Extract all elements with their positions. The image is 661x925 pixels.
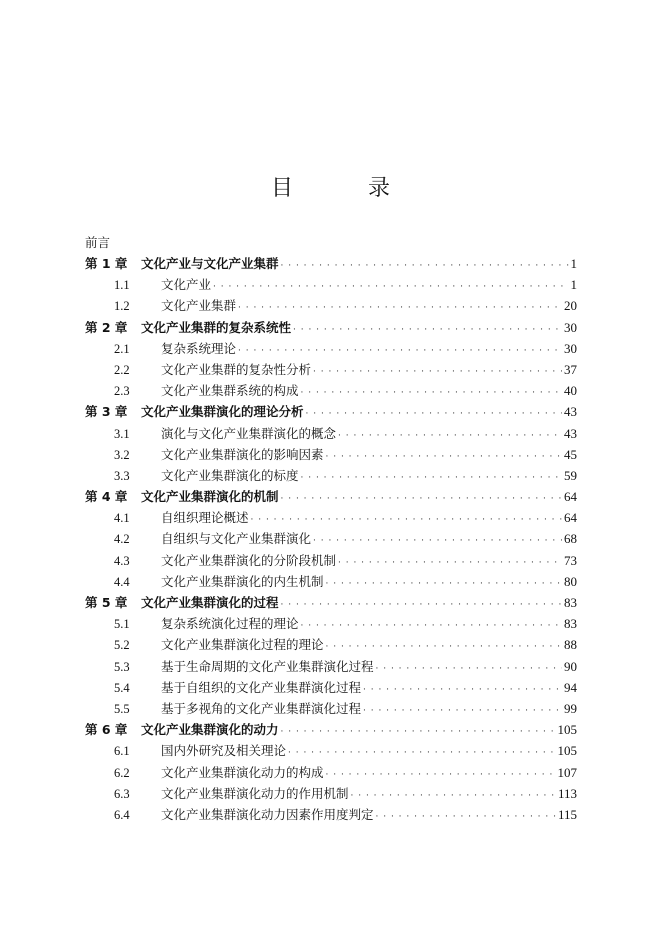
toc-page-number: 83 — [564, 616, 577, 632]
toc-entry-title: 文化产业集群演化的过程 — [141, 595, 279, 610]
toc-dot-leader — [281, 489, 562, 510]
toc-page-number: 30 — [564, 340, 577, 356]
toc-dot-leader — [363, 701, 562, 722]
toc-page-number: 115 — [557, 806, 577, 822]
toc-entry-number: 第 2 章 — [85, 319, 128, 335]
toc-section-row[interactable] — [85, 528, 577, 549]
toc-entry-title: 文化产业集群演化的分阶段机制 — [161, 552, 337, 568]
toc-page-number: 94 — [564, 679, 577, 695]
toc-dot-leader — [313, 362, 562, 383]
toc-dot-leader — [306, 404, 562, 425]
table-of-contents — [85, 232, 577, 825]
toc-entry-number: 2.3 — [114, 384, 130, 399]
toc-entry-title: 文化产业集群的复杂性分析 — [161, 361, 312, 377]
toc-entry-title: 文化产业集群演化的影响因素 — [161, 446, 324, 462]
toc-entry-number: 4.4 — [114, 574, 130, 589]
toc-page-number: 88 — [564, 637, 577, 653]
toc-entry-title: 文化产业集群演化动力因素作用度判定 — [161, 806, 374, 822]
toc-page-number: 43 — [564, 425, 577, 441]
toc-section-row[interactable] — [85, 274, 577, 295]
toc-section-row[interactable] — [85, 677, 577, 698]
toc-dot-leader — [301, 616, 562, 637]
toc-entry-title: 文化产业集群演化的动力 — [141, 722, 279, 738]
toc-page-number: 80 — [564, 573, 577, 589]
toc-page-number: 68 — [564, 531, 577, 547]
toc-entry-title: 文化产业集群系统的构成 — [161, 383, 299, 399]
toc-dot-leader — [313, 531, 562, 552]
toc-dot-leader — [363, 680, 562, 701]
toc-entry-number: 1.1 — [114, 278, 130, 293]
toc-dot-leader — [338, 553, 562, 574]
toc-page-number: 113 — [557, 785, 577, 801]
toc-entry-title: 复杂系统演化过程的理论 — [161, 616, 299, 632]
page-title: 目 录 — [271, 175, 424, 201]
toc-section-row[interactable] — [85, 507, 577, 528]
toc-entry-title: 演化与文化产业集群演化的概念 — [161, 425, 337, 441]
toc-dot-leader — [301, 383, 562, 404]
toc-section-row[interactable] — [85, 634, 577, 655]
toc-section-row[interactable] — [85, 295, 577, 316]
toc-entry-number: 5.2 — [114, 638, 130, 653]
toc-entry-title: 文化产业集群演化的标度 — [161, 467, 299, 483]
toc-page-number: 83 — [564, 595, 577, 610]
toc-dot-leader — [351, 786, 556, 807]
toc-entry-number: 第 6 章 — [85, 722, 128, 738]
toc-chapter-row[interactable] — [85, 253, 577, 274]
toc-dot-leader — [293, 320, 562, 341]
toc-section-row[interactable] — [85, 613, 577, 634]
toc-page-number: 40 — [564, 383, 577, 399]
toc-dot-leader — [288, 743, 555, 764]
toc-page-number: 43 — [564, 404, 577, 420]
toc-section-row[interactable] — [85, 359, 577, 380]
toc-chapter-row[interactable] — [85, 401, 577, 422]
toc-entry-number: 4.1 — [114, 511, 130, 526]
toc-page-number: 1 — [570, 277, 577, 293]
toc-page-number: 105 — [557, 743, 577, 759]
toc-page-number: 99 — [564, 700, 577, 716]
toc-dot-leader — [376, 807, 556, 828]
toc-section-row[interactable] — [85, 444, 577, 465]
toc-entry-number: 第 5 章 — [85, 595, 128, 610]
toc-entry-number: 6.4 — [114, 807, 130, 822]
toc-entry-number: 3.2 — [114, 447, 130, 462]
toc-entry-number: 3.3 — [114, 468, 130, 483]
toc-entry-title: 文化产业集群演化动力的作用机制 — [161, 785, 349, 801]
toc-entry-title: 文化产业集群 — [161, 298, 237, 314]
toc-dot-leader — [281, 722, 556, 743]
toc-section-row[interactable] — [85, 380, 577, 401]
toc-page-number: 64 — [564, 489, 577, 505]
toc-entry-title: 基于多视角的文化产业集群演化过程 — [161, 700, 362, 716]
toc-entry-number: 第 4 章 — [85, 489, 128, 505]
toc-page-number: 105 — [557, 722, 577, 738]
toc-chapter-row[interactable] — [85, 486, 577, 507]
toc-entry-title: 文化产业集群演化动力的构成 — [161, 764, 324, 780]
toc-dot-leader — [338, 426, 562, 447]
toc-page-number: 20 — [564, 298, 577, 314]
toc-chapter-row[interactable] — [85, 317, 577, 338]
toc-entry-number: 第 3 章 — [85, 404, 128, 420]
toc-entry-title: 基于生命周期的文化产业集群演化过程 — [161, 658, 374, 674]
toc-entry-number: 5.4 — [114, 680, 130, 695]
toc-entry-number: 5.1 — [114, 617, 130, 632]
toc-page-number: 37 — [564, 361, 577, 377]
toc-entry-number: 6.1 — [114, 744, 130, 759]
toc-entry-title: 基于自组织的文化产业集群演化过程 — [161, 679, 362, 695]
toc-entry-number: 6.2 — [114, 765, 130, 780]
toc-entry-number: 1.2 — [114, 299, 130, 314]
toc-page-number: 73 — [564, 552, 577, 568]
toc-section-row[interactable] — [85, 762, 577, 783]
toc-dot-leader — [326, 765, 556, 786]
toc-entry-number: 4.3 — [114, 553, 130, 568]
toc-entry-number: 5.3 — [114, 659, 130, 674]
toc-section-row[interactable] — [85, 698, 577, 719]
toc-page-number: 90 — [564, 658, 577, 674]
toc-section-row[interactable] — [85, 740, 577, 761]
toc-entry-title: 国内外研究及相关理论 — [161, 743, 287, 759]
toc-dot-leader — [213, 277, 568, 298]
toc-entry-title: 文化产业集群演化的理论分析 — [141, 404, 304, 420]
toc-page-number: 30 — [564, 319, 577, 335]
toc-entry-title: 文化产业与文化产业集群 — [141, 256, 279, 271]
toc-dot-leader — [376, 659, 562, 680]
toc-entry-title: 文化产业集群演化的机制 — [141, 489, 279, 505]
toc-chapter-row[interactable] — [85, 719, 577, 740]
toc-page-number: 107 — [557, 764, 577, 780]
toc-entry-number: 5.5 — [114, 701, 130, 716]
toc-section-row[interactable] — [85, 571, 577, 592]
toc-page-number: 45 — [564, 446, 577, 462]
toc-section-row[interactable] — [85, 465, 577, 486]
toc-dot-leader — [326, 574, 562, 595]
toc-entry-title: 自组织与文化产业集群演化 — [161, 531, 312, 547]
toc-entry-number: 第 1 章 — [85, 256, 128, 271]
toc-preface[interactable] — [85, 232, 577, 253]
toc-section-row[interactable] — [85, 338, 577, 359]
toc-dot-leader — [281, 595, 562, 616]
toc-entry-title: 文化产业集群的复杂系统性 — [141, 319, 292, 335]
toc-entry-number: 4.2 — [114, 532, 130, 547]
toc-entry-title: 文化产业集群演化过程的理论 — [161, 637, 324, 653]
toc-dot-leader — [281, 256, 569, 277]
toc-entry-title: 复杂系统理论 — [161, 340, 237, 356]
toc-preface-label: 前言 — [85, 235, 111, 250]
toc-section-row[interactable] — [85, 550, 577, 571]
toc-section-row[interactable] — [85, 804, 577, 825]
toc-entry-number: 2.1 — [114, 341, 130, 356]
toc-entry-title: 文化产业 — [161, 277, 212, 293]
toc-entry-number: 6.3 — [114, 786, 130, 801]
toc-entry-title: 文化产业集群演化的内生机制 — [161, 573, 324, 589]
toc-section-row[interactable] — [85, 783, 577, 804]
toc-entry-number: 3.1 — [114, 426, 130, 441]
toc-dot-leader — [301, 468, 562, 489]
toc-section-row[interactable] — [85, 423, 577, 444]
toc-entry-number: 2.2 — [114, 362, 130, 377]
toc-page-number: 1 — [570, 256, 577, 271]
toc-entry-title: 自组织理论概述 — [161, 510, 249, 526]
toc-section-row[interactable] — [85, 656, 577, 677]
toc-page-number: 59 — [564, 467, 577, 483]
toc-dot-leader — [326, 447, 562, 468]
toc-page-number: 64 — [564, 510, 577, 526]
toc-chapter-row[interactable] — [85, 592, 577, 613]
